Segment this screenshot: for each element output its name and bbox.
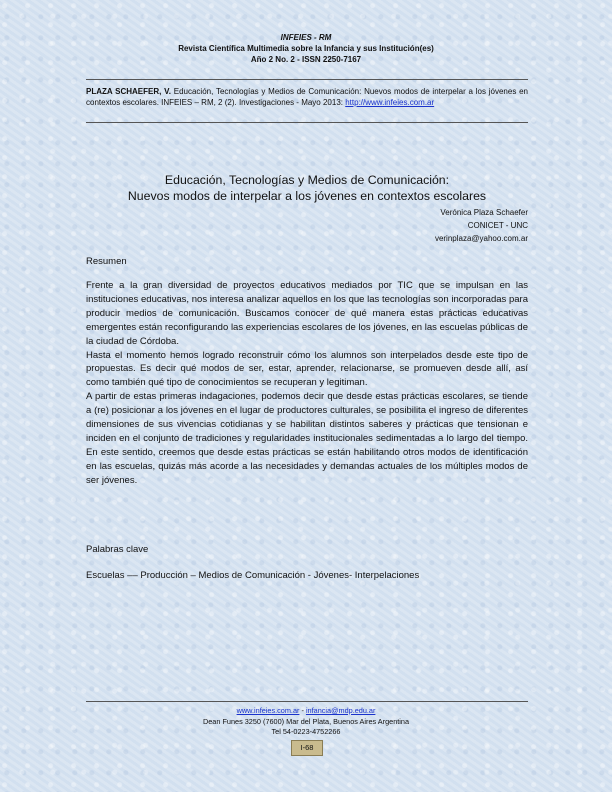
abstract-paragraph: Frente a la gran diversidad de proyectos educativos mediados por TIC que se impulsan en las instituciones educativas, nos interesa analizar aquellos en los que las tecnologías son incorporadas para producir medios de comunicación. Buscamos conocer de qué manera estas prácticas educativas emergentes están reconfigurando las experiencias escolares de los jóvenes, en las escuelas públicas de la ciudad de Córdoba.: [86, 280, 528, 347]
footer-email-link[interactable]: infancia@mdp.edu.ar: [305, 706, 376, 715]
abstract-body: [86, 279, 528, 488]
footer-links: [0, 706, 612, 717]
journal-issue: Año 2 No. 2 - ISSN 2250-7167: [250, 55, 362, 64]
author-affiliation: CONICET - UNC: [467, 221, 528, 230]
journal-header: [0, 32, 612, 65]
keywords-heading: Palabras clave: [86, 544, 149, 555]
keywords-list: Escuelas –– Producción – Medios de Comunicación - Jóvenes- Interpelaciones: [86, 570, 420, 581]
citation-block: [86, 86, 528, 108]
abstract-paragraph: Hasta el momento hemos logrado reconstruir cómo los alumnos son interpelados desde este tipo de propuestas. Es decir qué modos de ser, estar, aprender, relacionarse, se promueven desde allí, así como también qué tipo de conocimientos se recuperan y legitiman.: [86, 349, 528, 389]
footer-separator: -: [299, 706, 306, 715]
citation-divider: [86, 122, 528, 123]
article-title-line2: Nuevos modos de interpelar a los jóvenes en contextos escolares: [127, 189, 487, 203]
author-name: Verónica Plaza Schaefer: [440, 208, 528, 217]
citation-author: PLAZA SCHAEFER, V.: [86, 87, 171, 96]
journal-subtitle: Revista Científica Multimedia sobre la Infancia y sus Institución(es): [178, 44, 434, 53]
author-block: [435, 206, 528, 245]
footer-address: Dean Funes 3250 (7600) Mar del Plata, Buenos Aires Argentina: [202, 716, 410, 726]
abstract-heading: Resumen: [86, 256, 127, 267]
page-footer: [0, 706, 612, 738]
footer-website-link[interactable]: www.infeies.com.ar: [236, 706, 300, 715]
citation-text: Educación, Tecnologías y Medios de Comunicación: Nuevos modos de interpelar a los jóvenes en contextos escolares. INFEIES – RM, 2 (2). Investigaciones - Mayo 2013:: [86, 87, 528, 107]
footer-phone: Tel 54-0223-4752266: [271, 727, 341, 736]
abstract-paragraph: A partir de estas primeras indagaciones, podemos decir que desde estas prácticas escolares, se tiende a (re) posicionar a los jóvenes en el lugar de productores culturales, se posibilita el ingreso de diferentes dimensiones de sus vivencias cotidianas y se habilitan distintos saberes y prácticas que tensionan e inciden en el conjunto de tradiciones y regularidades institucionales sedimentadas a lo largo del tiempo. En este sentido, creemos que desde estas prácticas se están habilitando otros modos de identificación en las escuelas, quizás más acorde a las necesidades y demandas actuales de los múltiples modos de ser jóvenes.: [86, 391, 528, 486]
author-email: verinplaza@yahoo.com.ar: [434, 234, 528, 243]
journal-title: INFEIES - RM: [280, 33, 332, 42]
citation-link[interactable]: http://www.infeies.com.ar: [345, 98, 435, 107]
header-divider: [86, 79, 528, 80]
article-title-line1: Educación, Tecnologías y Medios de Comunicación:: [164, 173, 450, 187]
page-number-badge: I-68: [291, 740, 323, 756]
footer-divider: [86, 701, 528, 702]
article-title: [86, 172, 528, 204]
